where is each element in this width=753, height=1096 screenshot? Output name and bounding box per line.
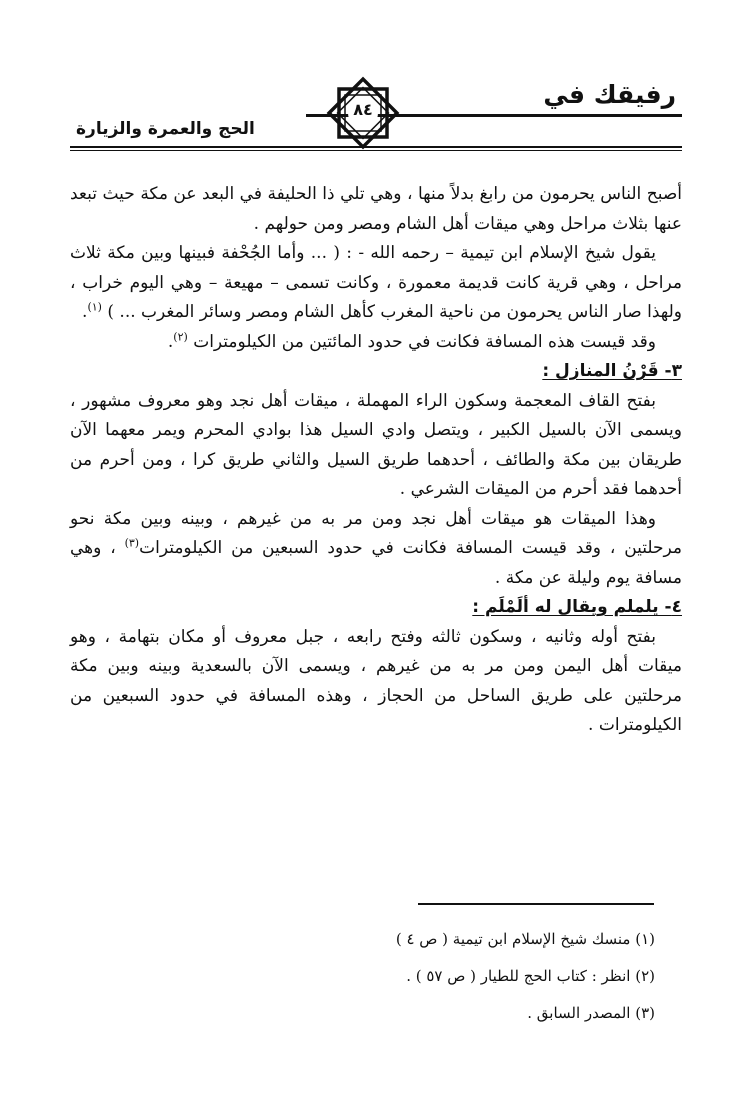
footnote: (١) منسك شيخ الإسلام ابن تيمية ( ص ٤ ) (395, 930, 655, 948)
paragraph-text: وهذا الميقات هو ميقات أهل نجد ومن مر به من غيرهم ، وبينه وبين مكة نحو مرحلتين ، وقد قيست المسافة فكانت في حدود السبعين من الكيلومترات (70, 508, 683, 558)
footnote-ref: (٢) (173, 329, 188, 343)
paragraph (70, 505, 682, 594)
footnotes (95, 921, 655, 1032)
paragraph-end: ، وهي مسافة يوم وليلة عن مكة . (70, 538, 682, 588)
running-title-bottom: الحج والعمرة والزيارة (76, 119, 255, 139)
paragraph-text: يقول شيخ الإسلام ابن تيمية – رحمه الله - : ( ... وأما الجُحْفة فبينها وبين مكة ثلاث مراحل ، وهي قرية كانت قديمة معمورة ، وكانت تسمى – مهيعة – وهي اليوم خراب ، ولهذا صار الناس يحرمون من ناحية المغرب كأهل الشام ومصر وسائر المغرب ... ) (70, 243, 682, 322)
page-header (70, 74, 682, 166)
paragraph: أصبح الناس يحرمون من رابغ بدلاً منها ، وهي تلي ذا الحليفة في البعد عن مكة حيث تبعد عنها بثلاث مراحل وهي ميقات أهل الشام ومصر ومن حولهم . (70, 184, 682, 234)
footnote: (٢) انظر : كتاب الحج للطيار ( ص ٥٧ ) . (406, 967, 655, 985)
main-text (70, 180, 682, 741)
section-heading: ٣- قَرْنُ المنازل : (542, 361, 682, 381)
page-number: ٨٤ (353, 100, 373, 119)
footnote-separator (418, 903, 654, 905)
paragraph (70, 328, 682, 358)
footnote-ref: (١) (87, 300, 102, 314)
paragraph-text: وقد قيست هذه المسافة فكانت في حدود المائتين من الكيلومترات (193, 331, 656, 352)
running-title-top: رفيقك في (543, 80, 676, 109)
paragraph: بفتح أوله وثانيه ، وسكون ثالثه وفتح رابعه ، جبل معروف أو مكان بتهامة ، وهو ميقات أهل اليمن ومن مر به من غيرهم ، ويسمى الآن بالسعدية وبينه وبين مكة مرحلتين على طريق الساحل من الحجاز ، وهذه المسافة في حدود السبعين من الكيلومترات . (70, 626, 682, 735)
footnote: (٣) المصدر السابق . (527, 1004, 655, 1022)
paragraph-end: . (82, 302, 88, 322)
footnote-ref: (٣) (124, 536, 140, 550)
paragraph: بفتح القاف المعجمة وسكون الراء المهملة ، ميقات أهل نجد وهو معروف مشهور ، ويسمى الآن بالسيل الكبير ، ويتصل وادي السيل هذا بوادي المحرم ويمر معهما الآن طريقان بين مكة والطائف ، أحدهما طريق السيل والثاني طريق كرا ، ومن أحرم من أحدهما فقد أحرم من الميقات الشرعي . (70, 390, 682, 499)
section-heading: ٤- يلملم ويقال له ألَمْلَم : (472, 597, 682, 617)
paragraph-end: . (167, 331, 174, 352)
quote-paragraph (70, 239, 682, 328)
